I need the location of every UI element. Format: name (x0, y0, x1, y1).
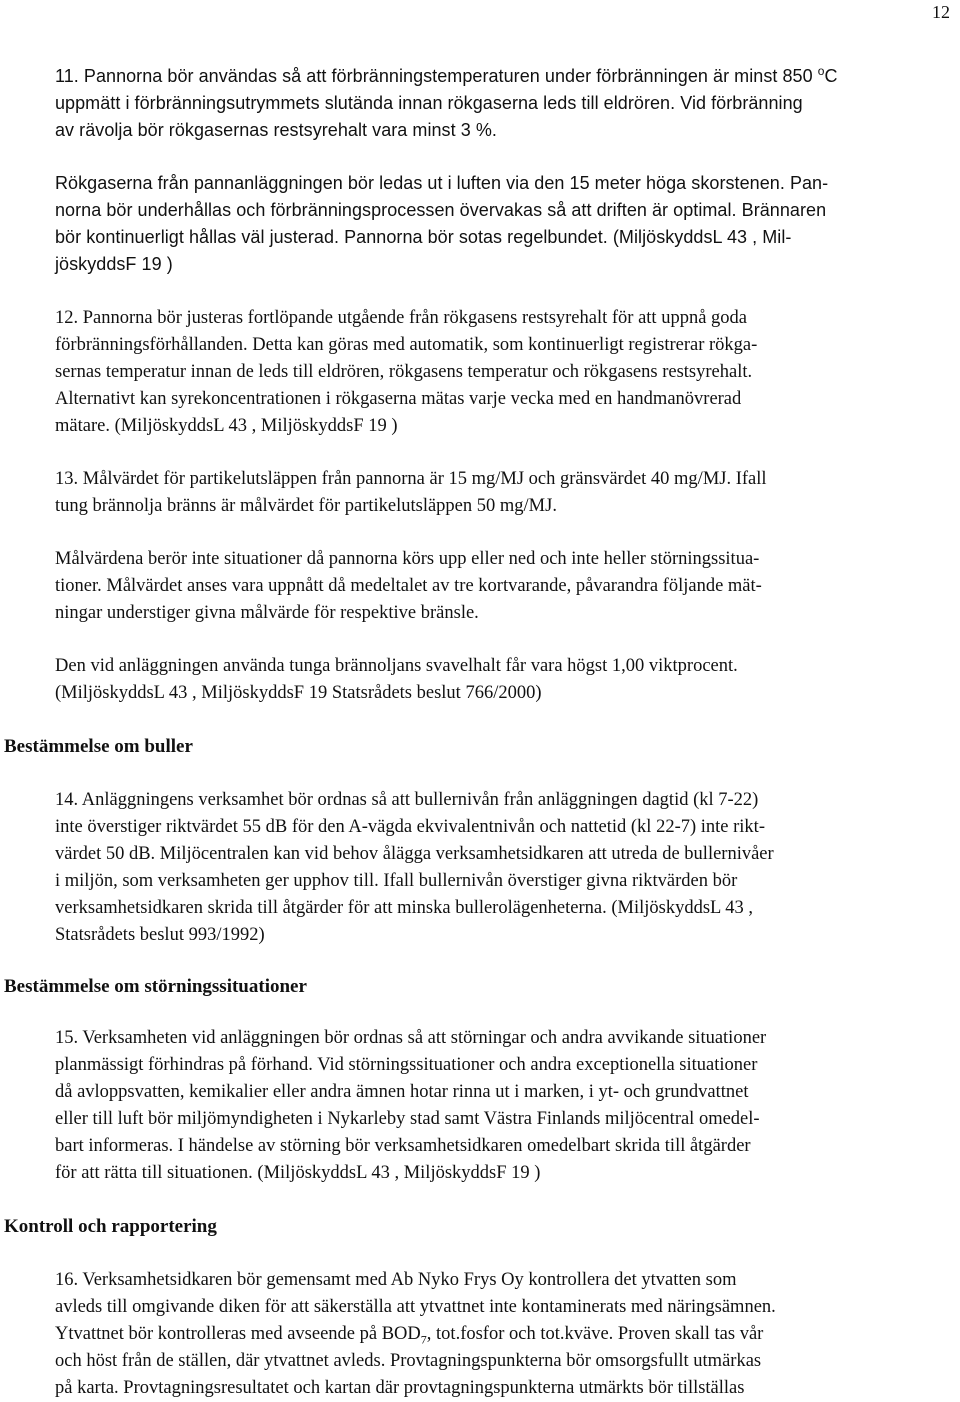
heading-buller: Bestämmelse om buller (4, 736, 193, 757)
item-12-line-4: Alternativt kan syrekoncentrationen i rökgaserna mätas varje vecka med en handmanövrerad (55, 389, 742, 409)
item-16-line-4: och höst från de ställen, där ytvattnet avleds. Provtagningspunkterna bör omsorgsfullt utmärkas (55, 1351, 762, 1371)
item-12-line-5: mätare. (MiljöskyddsL 43 , MiljöskyddsF 19 ) (55, 416, 398, 436)
bod-subscript: 7 (420, 1332, 427, 1347)
page-number: 12 (932, 2, 950, 22)
item-11-line-1-text: 11. Pannorna bör användas så att förbränningstemperaturen under förbränningen är minst 850 (55, 66, 818, 86)
item-12-line-1: 12. Pannorna bör justeras fortlöpande utgående från rökgasens restsyrehalt för att uppnå goda (55, 308, 747, 328)
item-11-p2-line-3: bör kontinuerligt hållas väl justerad. Pannorna bör sotas regelbundet. (MiljöskyddsL 43 , Mil- (55, 227, 792, 247)
item-14-line-4: i miljön, som verksamheten ger upphov till. Ifall bullernivån överstiger givna riktvärden bör (55, 871, 738, 891)
item-16-line-3 (55, 1324, 764, 1347)
item-13-p3-line-1: Den vid anläggningen använda tunga brännoljans svavelhalt får vara högst 1,00 viktprocent. (55, 656, 738, 676)
item-15-line-3: då avloppsvatten, kemikalier eller andra ämnen hotar rinna ut i marken, i yt- och grundvattnet (55, 1082, 749, 1102)
item-11-p2-line-4: jöskyddsF 19 ) (55, 254, 173, 274)
degree-superscript: o (817, 64, 825, 78)
item-14-line-1: 14. Anläggningens verksamhet bör ordnas så att bullernivån från anläggningen dagtid (kl 7-22) (55, 790, 759, 810)
item-15-line-5: bart informeras. I händelse av störning bör verksamhetsidkaren omedelbart skrida till åtgärder (55, 1136, 751, 1156)
item-11-line-3: av rävolja bör rökgasernas restsyrehalt vara minst 3 %. (55, 120, 497, 140)
item-15-line-6: för att rätta till situationen. (MiljöskyddsL 43 , MiljöskyddsF 19 ) (55, 1163, 541, 1183)
item-13-line-2: tung brännolja bränns är målvärdet för partikelutsläppen 50 mg/MJ. (55, 496, 557, 516)
item-15-line-2: planmässigt förhindras på förhand. Vid störningssituationer och andra exceptionella situationer (55, 1055, 758, 1075)
item-16-line-2: avleds till omgivande diken för att säkerställa att ytvattnet inte kontaminerats med näringsämnen. (55, 1297, 776, 1317)
item-14-line-6: Statsrådets beslut 993/1992) (55, 925, 265, 945)
item-12-line-3: sernas temperatur innan de leds till eldrören, rökgasens temperatur och rökgasens restsyrehalt. (55, 362, 753, 382)
heading-storningssituationer: Bestämmelse om störningssituationer (4, 976, 307, 997)
item-15-line-4: eller till luft bör miljömyndigheten i Nykarleby stad samt Västra Finlands miljöcentral omedel- (55, 1109, 760, 1129)
item-14-line-5: verksamhetsidkaren skrida till åtgärder för att minska bullerolägenheterna. (MiljöskyddsL 43 , (55, 898, 754, 918)
item-16-line-5: på karta. Provtagningsresultatet och kartan där provtagningspunkterna utmärkts bör tillställas (55, 1378, 745, 1398)
heading-kontroll: Kontroll och rapportering (4, 1216, 217, 1237)
item-13-p2-line-2: tioner. Målvärdet anses vara uppnått då medeltalet av tre kortvarande, påvarandra följande mät- (55, 576, 762, 596)
celsius-unit: C (824, 66, 838, 86)
item-13-p2-line-1: Målvärdena berör inte situationer då pannorna körs upp eller ned och inte heller störningssitua- (55, 549, 760, 569)
item-12-line-2: förbränningsförhållanden. Detta kan göras med automatik, som kontinuerligt registrerar rökga- (55, 335, 758, 355)
item-11-p2-line-1: Rökgaserna från pannanläggningen bör ledas ut i luften via den 15 meter höga skorstenen. Pan- (55, 173, 829, 193)
item-16-line-3-start: Ytvattnet bör kontrolleras med avseende på BOD (55, 1324, 421, 1344)
item-11-line-2: uppmätt i förbränningsutrymmets slutända innan rökgaserna leds till eldrören. Vid förbränning (55, 93, 803, 113)
item-13-p3-line-2: (MiljöskyddsL 43 , MiljöskyddsF 19 Statsrådets beslut 766/2000) (55, 683, 542, 703)
item-13-p2-line-3: ningar understiger givna målvärde för respektive bränsle. (55, 603, 479, 623)
item-13-line-1: 13. Målvärdet för partikelutsläppen från pannorna är 15 mg/MJ och gränsvärdet 40 mg/MJ. Ifall (55, 469, 767, 489)
item-14-line-2: inte överstiger riktvärdet 55 dB för den A-vägda ekvivalentnivån och nattetid (kl 22-7) inte rikt- (55, 817, 765, 837)
item-16-line-3-end: , tot.fosfor och tot.kväve. Proven skall tas vår (426, 1324, 764, 1344)
item-16-line-1: 16. Verksamhetsidkaren bör gemensamt med Ab Nyko Frys Oy kontrollera det ytvatten som (55, 1270, 737, 1290)
item-15-line-1: 15. Verksamheten vid anläggningen bör ordnas så att störningar och andra avvikande situationer (55, 1028, 767, 1048)
item-11-line-1 (55, 64, 838, 86)
item-11-p2-line-2: norna bör underhållas och förbränningsprocessen övervakas så att driften är optimal. Brännaren (55, 200, 827, 220)
item-14-line-3: värdet 50 dB. Miljöcentralen kan vid behov ålägga verksamhetsidkaren att utreda de bullernivåer (55, 844, 774, 864)
